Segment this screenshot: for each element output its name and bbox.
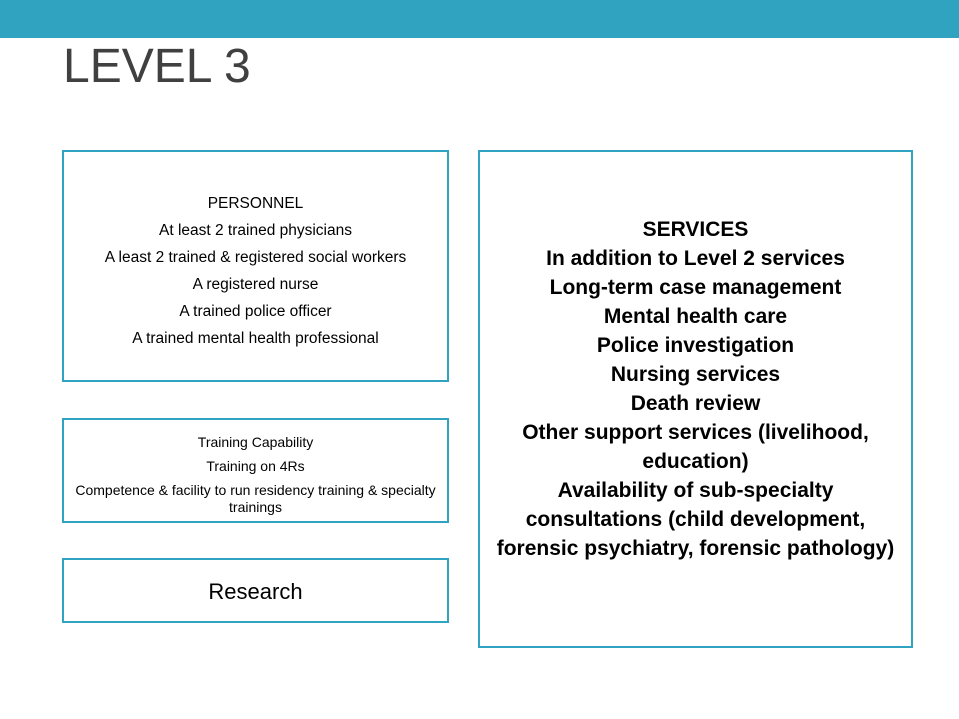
training-heading: Training Capability (197, 434, 314, 450)
services-item: Long-term case management (549, 276, 842, 299)
personnel-item: At least 2 trained physicians (159, 222, 352, 239)
personnel-heading: PERSONNEL (207, 195, 304, 212)
personnel-item: A registered nurse (192, 276, 319, 293)
personnel-item: A least 2 trained & registered social workers (104, 249, 407, 266)
services-item: Availability of sub-specialty consultations (child development, forensic psychiatry, forensic pathology) (496, 479, 895, 560)
personnel-item: A trained mental health professional (132, 330, 379, 347)
header-accent-bar (0, 0, 959, 38)
services-item: Nursing services (610, 363, 781, 386)
services-item: Other support services (livelihood, education) (522, 421, 869, 473)
training-item: Competence & facility to run residency training & specialty trainings (75, 482, 436, 515)
services-heading: SERVICES (642, 218, 749, 241)
personnel-item: A trained police officer (179, 303, 332, 320)
training-item: Training on 4Rs (206, 458, 305, 474)
slide-title: LEVEL 3 (63, 40, 251, 93)
services-item: Police investigation (596, 334, 795, 357)
research-box (62, 558, 449, 623)
services-item: Mental health care (603, 305, 788, 328)
services-item: In addition to Level 2 services (546, 247, 845, 270)
services-box (478, 150, 913, 648)
research-label: Research (208, 579, 303, 604)
training-box (62, 418, 449, 523)
services-item: Death review (630, 392, 761, 415)
personnel-box (62, 150, 449, 382)
